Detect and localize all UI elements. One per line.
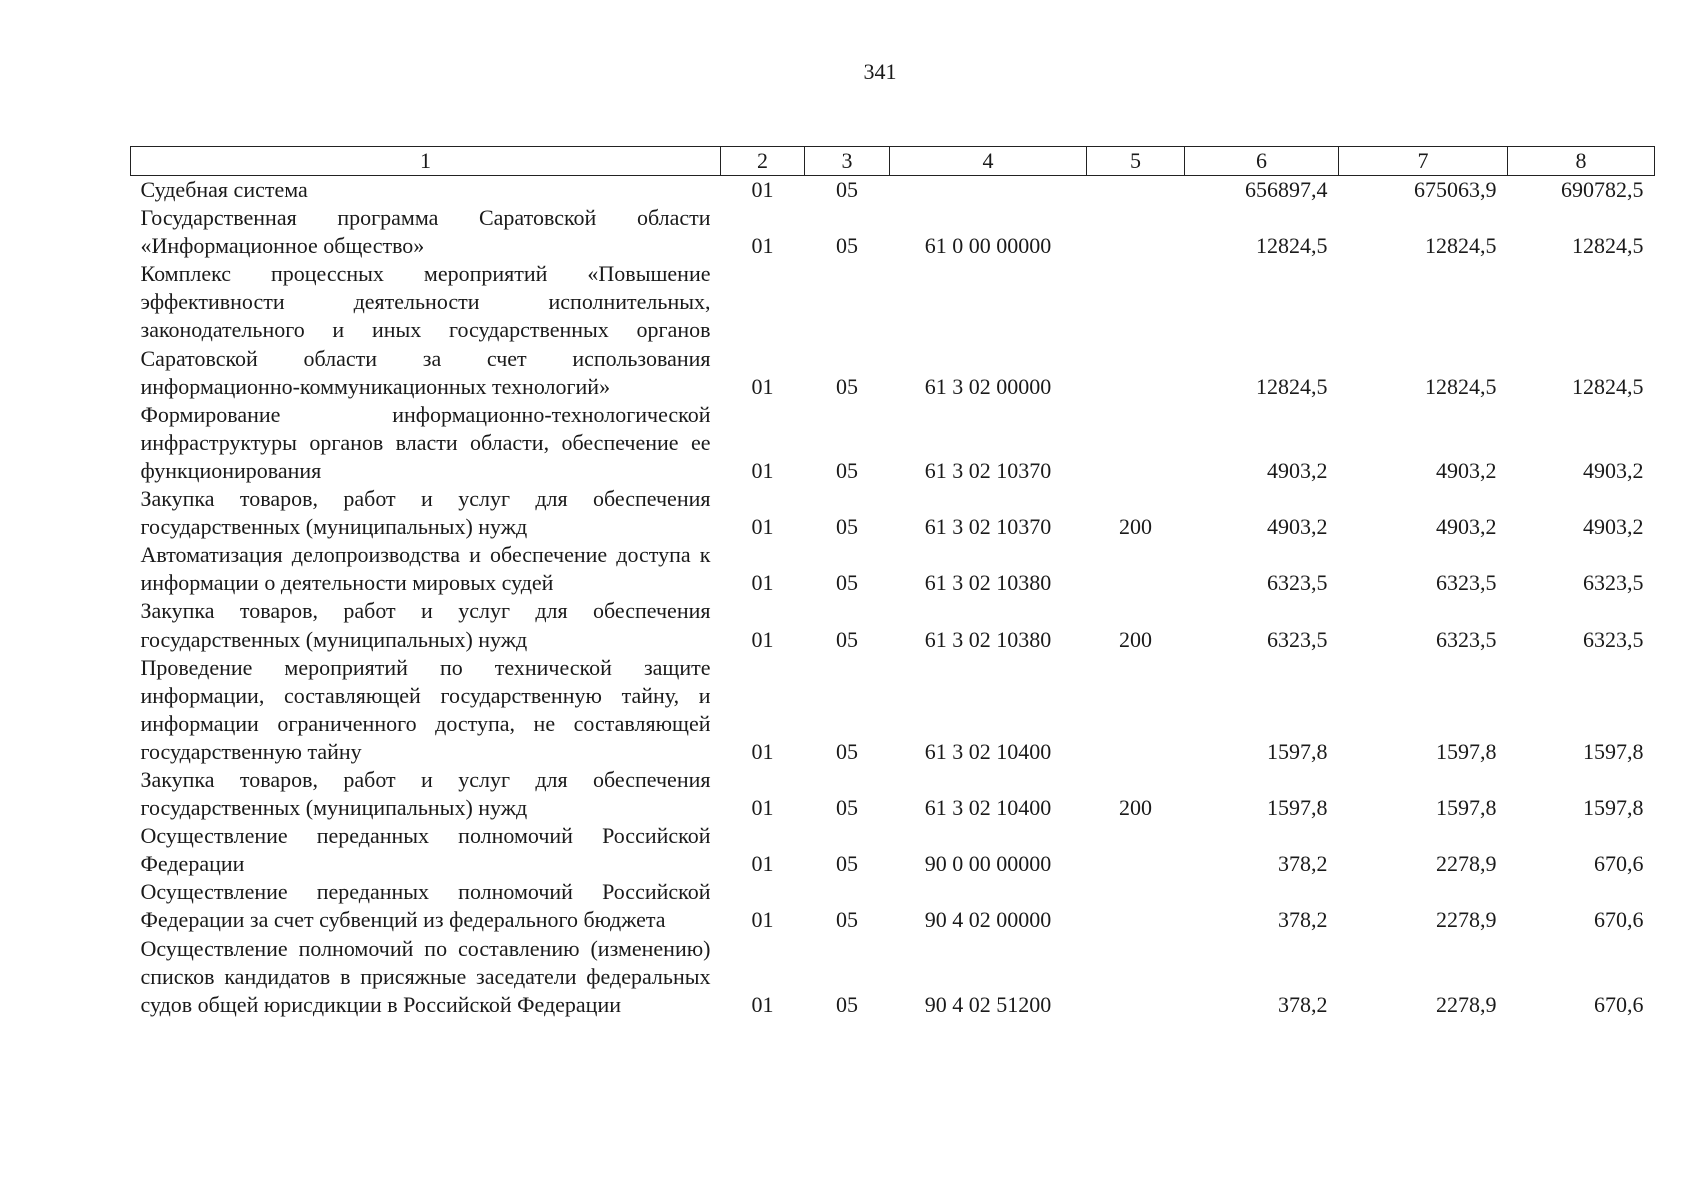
row-expense-type bbox=[1087, 878, 1185, 934]
row-target-article: 90 0 00 00000 bbox=[924, 851, 1052, 877]
row-amount-col7: 6323,5 bbox=[1436, 570, 1497, 596]
table-row bbox=[131, 176, 1655, 205]
row-expense-type bbox=[1087, 822, 1185, 878]
row-name: Закупка товаров, работ и услуг для обеспечения государственных (муниципальных) нужд bbox=[140, 598, 711, 652]
table-row bbox=[131, 485, 1655, 541]
row-amount-col7: 12824,5 bbox=[1425, 233, 1497, 259]
row-name: Закупка товаров, работ и услуг для обеспечения государственных (муниципальных) нужд bbox=[140, 486, 711, 540]
column-header-6: 6 bbox=[1185, 147, 1339, 176]
row-subsection: 05 bbox=[836, 907, 858, 933]
row-subsection: 05 bbox=[836, 795, 858, 821]
row-amount-col7: 2278,9 bbox=[1436, 991, 1497, 1017]
table-row bbox=[131, 822, 1655, 878]
row-expense-type: 200 bbox=[1119, 514, 1152, 540]
row-name: Государственная программа Саратовской области «Информационное общество» bbox=[140, 205, 711, 259]
row-expense-type bbox=[1087, 260, 1185, 400]
row-section: 01 bbox=[751, 177, 774, 202]
row-expense-type bbox=[1087, 935, 1185, 1019]
row-amount-col6: 12824,5 bbox=[1256, 233, 1328, 259]
row-name: Осуществление полномочий по составлению (изменению) списков кандидатов в присяжные заседатели федеральных судов общей юрисдикции в Российской Федерации bbox=[140, 935, 711, 1017]
row-section: 01 bbox=[751, 457, 774, 483]
row-section: 01 bbox=[751, 738, 774, 764]
row-target-article: 61 3 02 10380 bbox=[924, 570, 1052, 596]
row-target-article: 61 0 00 00000 bbox=[924, 233, 1052, 259]
row-subsection: 05 bbox=[836, 851, 858, 877]
row-expense-type bbox=[1087, 401, 1185, 485]
row-subsection: 05 bbox=[836, 177, 858, 202]
row-section: 01 bbox=[751, 373, 774, 399]
row-amount-col8: 1597,8 bbox=[1583, 738, 1644, 764]
row-expense-type: 200 bbox=[1119, 626, 1152, 652]
row-target-article bbox=[890, 176, 1087, 205]
row-amount-col8: 670,6 bbox=[1594, 907, 1644, 933]
row-amount-col8: 12824,5 bbox=[1572, 233, 1644, 259]
row-amount-col6: 12824,5 bbox=[1256, 373, 1328, 399]
row-target-article: 61 3 02 00000 bbox=[924, 373, 1052, 399]
row-amount-col8: 1597,8 bbox=[1583, 795, 1644, 821]
table-row bbox=[131, 541, 1655, 597]
row-section: 01 bbox=[751, 514, 774, 540]
budget-table bbox=[130, 146, 1655, 1019]
row-name: Осуществление переданных полномочий Российской Федерации bbox=[140, 823, 711, 877]
row-expense-type bbox=[1087, 204, 1185, 260]
row-amount-col8: 4903,2 bbox=[1583, 514, 1644, 540]
column-header-3: 3 bbox=[805, 147, 890, 176]
row-amount-col7: 4903,2 bbox=[1436, 457, 1497, 483]
row-amount-col8: 670,6 bbox=[1594, 851, 1644, 877]
row-amount-col7: 2278,9 bbox=[1436, 851, 1497, 877]
row-subsection: 05 bbox=[836, 570, 858, 596]
row-subsection: 05 bbox=[836, 457, 858, 483]
column-header-8: 8 bbox=[1508, 147, 1655, 176]
row-amount-col8: 670,6 bbox=[1594, 991, 1644, 1017]
row-amount-col6: 6323,5 bbox=[1267, 626, 1328, 652]
row-name: Формирование информационно-технологической инфраструктуры органов власти области, обеспечение ее функционирования bbox=[140, 401, 711, 483]
row-expense-type bbox=[1087, 176, 1185, 205]
row-amount-col7: 6323,5 bbox=[1436, 626, 1497, 652]
row-section: 01 bbox=[751, 795, 774, 821]
table-row bbox=[131, 260, 1655, 400]
column-header-2: 2 bbox=[721, 147, 805, 176]
table-row bbox=[131, 204, 1655, 260]
row-amount-col6: 656897,4 bbox=[1245, 177, 1328, 202]
row-amount-col8: 690782,5 bbox=[1561, 177, 1644, 202]
row-subsection: 05 bbox=[836, 991, 858, 1017]
row-amount-col6: 378,2 bbox=[1278, 907, 1328, 933]
column-numbers-row bbox=[131, 147, 1655, 176]
row-amount-col6: 1597,8 bbox=[1267, 795, 1328, 821]
row-expense-type bbox=[1087, 654, 1185, 766]
row-name: Закупка товаров, работ и услуг для обеспечения государственных (муниципальных) нужд bbox=[140, 766, 711, 821]
row-section: 01 bbox=[751, 570, 774, 596]
row-section: 01 bbox=[751, 851, 774, 877]
row-subsection: 05 bbox=[836, 738, 858, 764]
column-header-1: 1 bbox=[131, 147, 721, 176]
row-subsection: 05 bbox=[836, 233, 858, 259]
row-amount-col6: 1597,8 bbox=[1267, 738, 1328, 764]
row-amount-col6: 4903,2 bbox=[1267, 514, 1328, 540]
table-body bbox=[131, 176, 1655, 1019]
page-number: 341 bbox=[863, 59, 897, 84]
row-expense-type: 200 bbox=[1119, 795, 1152, 821]
column-header-4: 4 bbox=[890, 147, 1087, 176]
row-amount-col8: 12824,5 bbox=[1572, 373, 1644, 399]
row-section: 01 bbox=[751, 907, 774, 933]
row-amount-col7: 4903,2 bbox=[1436, 514, 1497, 540]
table-row bbox=[131, 878, 1655, 934]
row-name: Автоматизация делопроизводства и обеспечение доступа к информации о деятельности мировых судей bbox=[140, 542, 711, 596]
row-target-article: 61 3 02 10400 bbox=[924, 795, 1052, 821]
row-expense-type bbox=[1087, 541, 1185, 597]
row-subsection: 05 bbox=[836, 514, 858, 540]
row-subsection: 05 bbox=[836, 626, 858, 652]
row-name: Комплекс процессных мероприятий «Повышение эффективности деятельности исполнительных, законодательного и иных государственных органов Саратовской области за счет использования информационно-коммуникационных технологий» bbox=[140, 261, 711, 399]
row-amount-col6: 378,2 bbox=[1278, 991, 1328, 1017]
table-row bbox=[131, 597, 1655, 653]
table-row bbox=[131, 654, 1655, 766]
row-name: Судебная система bbox=[140, 177, 308, 202]
column-header-7: 7 bbox=[1339, 147, 1508, 176]
row-amount-col8: 6323,5 bbox=[1583, 570, 1644, 596]
table-row bbox=[131, 401, 1655, 485]
row-amount-col8: 6323,5 bbox=[1583, 626, 1644, 652]
table-row bbox=[131, 766, 1655, 822]
row-amount-col6: 378,2 bbox=[1278, 851, 1328, 877]
table-header bbox=[131, 147, 1655, 176]
row-amount-col7: 1597,8 bbox=[1436, 738, 1497, 764]
table-row bbox=[131, 935, 1655, 1019]
row-target-article: 61 3 02 10400 bbox=[924, 738, 1052, 764]
column-header-5: 5 bbox=[1087, 147, 1185, 176]
row-amount-col7: 1597,8 bbox=[1436, 795, 1497, 821]
row-section: 01 bbox=[751, 991, 774, 1017]
row-amount-col6: 6323,5 bbox=[1267, 570, 1328, 596]
row-target-article: 61 3 02 10380 bbox=[924, 626, 1052, 652]
row-section: 01 bbox=[751, 626, 774, 652]
row-subsection: 05 bbox=[836, 373, 858, 399]
row-target-article: 90 4 02 00000 bbox=[924, 907, 1052, 933]
row-section: 01 bbox=[751, 233, 774, 259]
row-amount-col7: 2278,9 bbox=[1436, 907, 1497, 933]
row-amount-col6: 4903,2 bbox=[1267, 457, 1328, 483]
row-target-article: 61 3 02 10370 bbox=[924, 514, 1052, 540]
row-name: Осуществление переданных полномочий Российской Федерации за счет субвенций из федерального бюджета bbox=[140, 879, 711, 933]
row-amount-col7: 12824,5 bbox=[1425, 373, 1497, 399]
row-target-article: 90 4 02 51200 bbox=[924, 991, 1052, 1017]
row-amount-col8: 4903,2 bbox=[1583, 457, 1644, 483]
row-amount-col7: 675063,9 bbox=[1414, 177, 1497, 202]
row-name: Проведение мероприятий по технической защите информации, составляющей государственную тайну, и информации ограниченного доступа, не составляющей государственную тайну bbox=[140, 654, 711, 764]
row-target-article: 61 3 02 10370 bbox=[924, 457, 1052, 483]
